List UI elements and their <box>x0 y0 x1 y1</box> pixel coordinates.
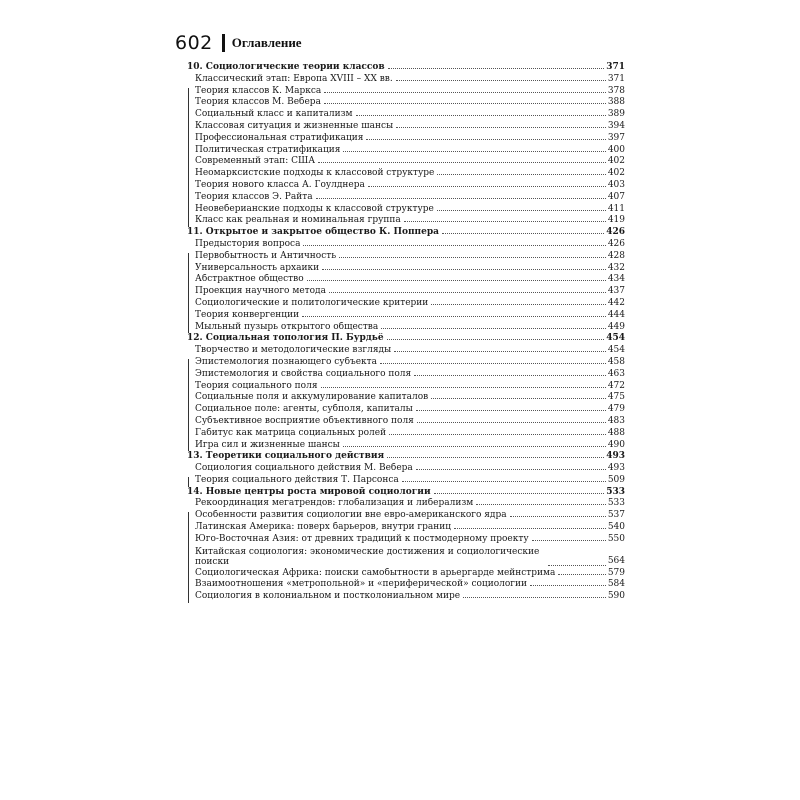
section-title: Абстрактное общество <box>195 274 304 285</box>
toc-entry <box>195 381 625 393</box>
toc-entry <box>195 251 625 263</box>
chapter-page: 426 <box>606 227 625 238</box>
section-bracket-line <box>188 88 189 227</box>
section-title: Теория социального действия Т. Парсонса <box>195 474 399 485</box>
chapter-title: 14. Новые центры роста мировой социологии <box>187 486 431 497</box>
leader-dots <box>368 186 606 187</box>
section-title: Первобытность и Античность <box>195 250 337 261</box>
leader-dots <box>396 127 606 128</box>
section-title: Габитус как матрица социальных ролей <box>195 427 387 438</box>
page-title: Оглавление <box>231 35 302 50</box>
toc-entry <box>195 369 625 381</box>
chapter-title: 11. Открытое и закрытое общество К. Поппера <box>187 227 439 238</box>
chapter-sections <box>175 74 625 227</box>
chapter-sections <box>175 463 625 487</box>
toc-entry <box>195 463 625 475</box>
leader-dots <box>394 351 606 352</box>
section-title: Неовеберианские подходы к классовой структуре <box>195 203 434 214</box>
section-title: Взаимоотношения «метропольной» и «периферической» социологии <box>195 579 527 590</box>
leader-dots <box>343 446 606 447</box>
leader-dots <box>366 139 605 140</box>
leader-dots <box>404 221 606 222</box>
leader-dots <box>431 304 606 305</box>
section-page: 432 <box>607 262 625 273</box>
leader-dots <box>303 245 605 246</box>
leader-dots <box>416 469 606 470</box>
toc-entry <box>195 239 625 251</box>
toc-entry <box>195 404 625 416</box>
section-page: 411 <box>607 203 625 214</box>
chapter-page: 371 <box>606 62 625 72</box>
section-title: Социальное поле: агенты, субполя, капиталы <box>195 404 413 415</box>
toc-entry <box>195 357 625 369</box>
section-title: Особенности развития социологии вне евро-американского ядра <box>195 510 507 521</box>
leader-dots <box>437 210 606 211</box>
section-title: Рекоординация мегатрендов: глобализация и либерализм <box>195 498 474 509</box>
section-title: Юго-Восточная Азия: от древних традиций к постмодерному проекту <box>195 533 529 544</box>
section-title: Универсальность архаики <box>195 262 320 273</box>
toc-entry <box>195 310 625 322</box>
section-page: 400 <box>607 144 625 155</box>
toc-entry <box>195 534 625 546</box>
leader-dots <box>548 565 606 566</box>
section-title: Класс как реальная и номинальная группа <box>195 215 401 226</box>
leader-dots <box>318 162 606 163</box>
toc-entry <box>195 86 625 98</box>
section-page: 428 <box>607 250 625 261</box>
table-of-contents <box>175 62 625 603</box>
section-page: 403 <box>607 179 625 190</box>
section-title: Социологическая Африка: поиски самобытности в арьергарде мейнстрима <box>195 567 556 578</box>
chapter-title: 13. Теоретики социального действия <box>187 451 385 462</box>
toc-entry <box>195 192 625 204</box>
section-title: Мыльный пузырь открытого общества <box>195 321 379 332</box>
section-title: Творчество и методологические взгляды <box>195 345 392 356</box>
toc-entry <box>195 322 625 334</box>
book-page <box>175 30 625 603</box>
section-bracket-line <box>188 359 189 451</box>
leader-dots <box>389 434 606 435</box>
section-title: Теория классов М. Вебера <box>195 97 321 108</box>
chapter-sections <box>175 498 625 603</box>
toc-entry <box>195 498 625 510</box>
header-divider <box>222 34 225 52</box>
section-title: Теория конвергенции <box>195 309 300 320</box>
leader-dots <box>356 115 606 116</box>
section-page: 564 <box>607 555 625 566</box>
leader-dots <box>434 493 605 494</box>
chapter-heading <box>175 451 625 463</box>
section-page: 378 <box>607 85 625 96</box>
section-page: 402 <box>607 168 625 179</box>
chapter-heading <box>175 333 625 345</box>
section-title: Игра сил и жизненные шансы <box>195 439 340 450</box>
chapter-title: 12. Социальная топология П. Бурдьё <box>187 333 384 344</box>
section-title: Теория нового класса А. Гоулднера <box>195 179 365 190</box>
toc-entry <box>195 274 625 286</box>
section-page: 419 <box>607 215 625 226</box>
leader-dots <box>454 528 606 529</box>
section-title: Теория социального поля <box>195 380 318 391</box>
leader-dots <box>329 292 606 293</box>
toc-entry <box>195 133 625 145</box>
section-title: Неомарксистские подходы к классовой структуре <box>195 168 435 179</box>
leader-dots <box>343 151 605 152</box>
section-title: Эпистемология познающего субъекта <box>195 356 378 367</box>
toc-entry <box>195 156 625 168</box>
toc-entry <box>195 475 625 487</box>
section-title: Эпистемология и свойства социального поля <box>195 368 412 379</box>
leader-dots <box>476 504 606 505</box>
section-page: 488 <box>607 427 625 438</box>
toc-entry <box>195 168 625 180</box>
leader-dots <box>302 316 606 317</box>
toc-entry <box>195 568 625 580</box>
toc-entry <box>195 345 625 357</box>
section-page: 584 <box>607 579 625 590</box>
leader-dots <box>324 92 606 93</box>
section-bracket-line <box>188 477 189 487</box>
chapter-page: 493 <box>606 451 625 462</box>
leader-dots <box>431 398 606 399</box>
section-page: 483 <box>607 415 625 426</box>
section-title: Социальные поля и аккумулирование капиталов <box>195 392 429 403</box>
leader-dots <box>442 233 604 234</box>
section-page: 590 <box>607 591 625 602</box>
section-title: Социологические и политологические критерии <box>195 297 429 308</box>
section-page: 479 <box>607 404 625 415</box>
section-page: 533 <box>607 498 625 509</box>
leader-dots <box>322 269 606 270</box>
section-title: Теория классов Э. Райта <box>195 191 313 202</box>
section-title: Теория классов К. Маркса <box>195 85 322 96</box>
chapter-heading <box>175 62 625 74</box>
section-page: 371 <box>607 73 625 84</box>
section-page: 490 <box>607 439 625 450</box>
toc-entry <box>195 510 625 522</box>
leader-dots <box>388 68 605 69</box>
section-title: Политическая стратификация <box>195 144 341 155</box>
section-title: Китайская социология: экономические достижения и социологические поиски <box>195 546 540 568</box>
section-page: 540 <box>607 522 625 533</box>
section-title: Социальный класс и капитализм <box>195 109 353 120</box>
section-page: 426 <box>607 238 625 249</box>
chapter-heading <box>175 487 625 499</box>
toc-entry <box>195 416 625 428</box>
section-title: Проекция научного метода <box>195 286 326 297</box>
leader-dots <box>417 422 606 423</box>
leader-dots <box>396 80 606 81</box>
section-title: Социология в колониальном и постколониальном мире <box>195 591 461 602</box>
section-page: 442 <box>607 297 625 308</box>
leader-dots <box>416 410 606 411</box>
toc-entry <box>195 579 625 591</box>
chapter-sections <box>175 239 625 333</box>
toc-entry <box>195 215 625 227</box>
chapter-heading <box>175 227 625 239</box>
chapter-title: 10. Социологические теории классов <box>187 62 385 72</box>
leader-dots <box>532 540 606 541</box>
toc-entry <box>195 440 625 452</box>
leader-dots <box>530 585 606 586</box>
section-page: 454 <box>607 345 625 356</box>
leader-dots <box>510 516 606 517</box>
toc-entry <box>195 263 625 275</box>
toc-entry <box>195 298 625 310</box>
section-page: 550 <box>607 533 625 544</box>
section-title: Латинская Америка: поверх барьеров, внутри границ <box>195 522 452 533</box>
leader-dots <box>558 574 605 575</box>
section-page: 493 <box>607 463 625 474</box>
section-page: 402 <box>607 156 625 167</box>
section-page: 458 <box>607 356 625 367</box>
leader-dots <box>387 339 605 340</box>
toc-entry <box>195 286 625 298</box>
toc-entry <box>195 204 625 216</box>
section-page: 537 <box>607 510 625 521</box>
toc-entry <box>195 591 625 603</box>
leader-dots <box>381 328 606 329</box>
section-title: Современный этап: США <box>195 156 316 167</box>
toc-entry <box>195 145 625 157</box>
toc-entry <box>195 121 625 133</box>
leader-dots <box>321 387 606 388</box>
chapter-sections <box>175 345 625 451</box>
section-page: 397 <box>607 132 625 143</box>
section-page: 388 <box>607 97 625 108</box>
leader-dots <box>463 597 606 598</box>
toc-entry <box>195 180 625 192</box>
section-page: 437 <box>607 286 625 297</box>
leader-dots <box>402 481 606 482</box>
section-page: 394 <box>607 120 625 131</box>
chapter-page: 533 <box>606 486 625 497</box>
section-page: 475 <box>607 392 625 403</box>
section-bracket-line <box>188 512 189 603</box>
section-page: 434 <box>607 274 625 285</box>
section-page: 579 <box>607 567 625 578</box>
running-head <box>175 30 625 56</box>
section-title: Профессиональная стратификация <box>195 132 364 143</box>
page-number: 602 <box>175 32 213 54</box>
section-title: Социология социального действия М. Вебера <box>195 463 413 474</box>
toc-entry <box>195 522 625 534</box>
section-page: 463 <box>607 368 625 379</box>
section-page: 449 <box>607 321 625 332</box>
section-title: Предыстория вопроса <box>195 238 301 249</box>
leader-dots <box>324 103 606 104</box>
toc-entry <box>195 97 625 109</box>
leader-dots <box>380 363 606 364</box>
section-page: 407 <box>607 191 625 202</box>
section-title: Классовая ситуация и жизненные шансы <box>195 120 394 131</box>
leader-dots <box>339 257 606 258</box>
leader-dots <box>316 198 606 199</box>
section-title: Классический этап: Европа XVIII – XX вв. <box>195 73 393 84</box>
chapter-page: 454 <box>606 333 625 344</box>
leader-dots <box>414 375 606 376</box>
leader-dots <box>387 457 604 458</box>
leader-dots <box>307 280 606 281</box>
toc-entry <box>195 428 625 440</box>
section-bracket-line <box>188 253 189 333</box>
section-page: 509 <box>607 474 625 485</box>
toc-entry <box>195 392 625 404</box>
toc-entry <box>195 109 625 121</box>
toc-entry <box>195 74 625 86</box>
section-page: 444 <box>607 309 625 320</box>
section-title: Субъективное восприятие объективного поля <box>195 415 414 426</box>
toc-entry <box>195 546 625 568</box>
leader-dots <box>437 174 605 175</box>
section-page: 472 <box>607 380 625 391</box>
section-page: 389 <box>607 109 625 120</box>
